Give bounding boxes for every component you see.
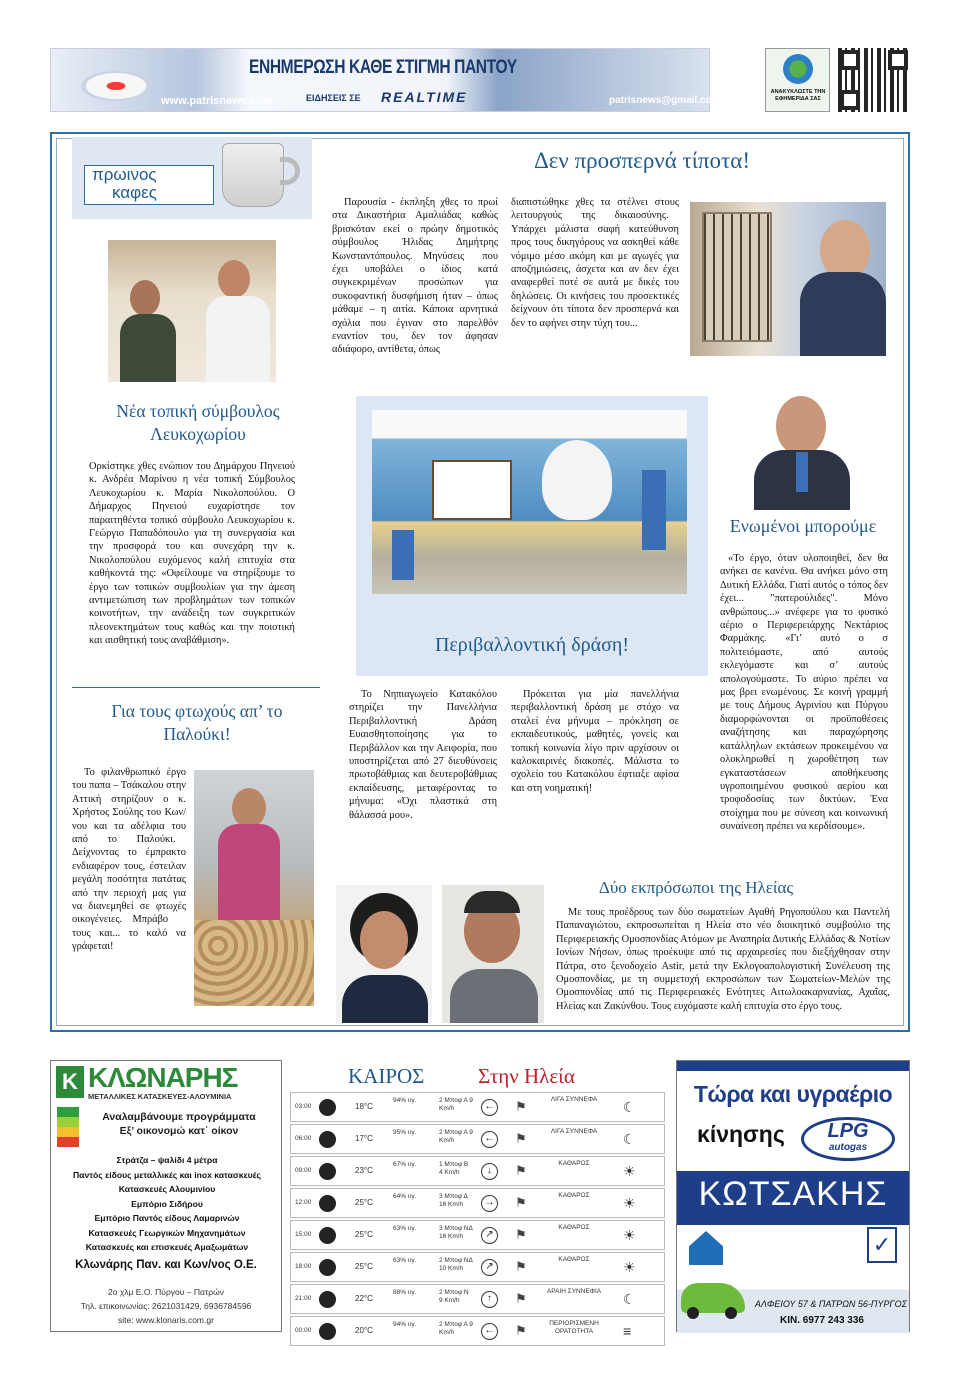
photo-children-mural [372,410,687,594]
clock-icon [319,1131,336,1148]
wind-direction-icon: ← [481,1099,498,1116]
weather-temp: 17°C [355,1134,373,1143]
recycle-logo [765,48,830,112]
weather-time: 03:00 [295,1103,312,1110]
windsock-icon: ⚑ [515,1131,527,1146]
kotsakis-top-bar [677,1061,909,1071]
weather-condition-icon: ☾ [623,1291,636,1307]
eye-graphic [81,71,151,101]
weather-humidity: 94% υγ. [393,1097,417,1104]
photo-rep-woman [336,885,432,1023]
column-logo [72,137,312,219]
weather-humidity: 94% υγ. [393,1321,417,1328]
klonaris-logo-box [54,1064,278,1104]
klonaris-line: Στράτζα – ψαλίδι 4 μέτρα [116,1155,218,1165]
weather-row [290,1284,665,1314]
column-logo-line1: πρωινος [92,165,157,184]
weather-wind: 3 Μποφ Δ 16 Km/h [439,1193,468,1208]
weather-condition: ΚΑΘΑΡΟΣ [558,1192,590,1199]
ad-kotsakis[interactable] [676,1060,910,1332]
poor-body: Το φιλανθρωπικό έργο του παπα – Τσάκαλου στην Αττική στηρίζουν ο κ. Χρήστος Σούλης του Κων/νου και τα αδέλφια του από το Παλούκι. Δείχνοντας το έμπρακτο ενδιαφέρον τους, έστειλαν μεγάλη ποσότητα πατάτας από την περιοχή μας για να διανεμηθεί σε φτωχές οικογένειες. Μπράβο τους και... το καλό να γράφεται! [72,767,186,953]
kotsakis-address: ΑΛΦΕΙΟΥ 57 & ΠΑΤΡΩΝ 56-ΠΥΡΓΟΣ [754,1299,907,1309]
klonaris-services [53,1153,281,1255]
weather-wind: 1 Μποφ Β 4 Km/h [439,1161,469,1176]
weather-row [290,1316,665,1346]
councillor-body: Ορκίστηκε χθες ενώπιον του Δημάρχου Πηνειού κ. Ανδρέα Μαρίνου η νέα τοπική Σύμβουλος Λευκοχωρίου κ. Μαρία Νικολοπούλου. Ο Δήμαρχος Πηνειού ευχαρίστησε τον παραιτηθέντα τοπικό σύμβουλο Λευκοχωρίου κ. Γεώργιο Παπαδόπουλο για τη συνεργασία και την προσφορά του και συνεχάρη την κ. Νικολοπούλου ευχόμενος καλή επιτυχία στα καθήκοντά της: «Οφείλουμε να στηρίξουμε το έργο των τοπικών συμβουλίων για την άμεση αντιμετώπιση των προβλημάτων των τοπικών κοινοτήτων, την ανάδειξη των συγκριτικών πλεονεκτημάτων τους καθώς και την ποιοτική και αισθητική τους αναβάθμιση». [89,461,295,647]
lpg-badge [801,1117,895,1161]
wind-direction-icon: ↗ [481,1259,498,1276]
ad-klonaris[interactable] [50,1060,282,1332]
weather-row [290,1252,665,1282]
windsock-icon: ⚑ [515,1323,527,1338]
banner-headline: ΕΝΗΜΕΡΩΣΗ ΚΑΘΕ ΣΤΙΓΜΗ ΠΑΝΤΟΥ [249,57,517,78]
weather-time: 06:00 [295,1135,312,1142]
weather-time: 12:00 [295,1199,312,1206]
clock-icon [319,1195,336,1212]
weather-wind: 2 Μποφ Α 9 Km/h [439,1129,473,1144]
clock-icon [319,1323,336,1340]
weather-temp: 25°C [355,1230,373,1239]
weather-condition-icon: ☀ [623,1227,636,1243]
klonaris-brand: ΚΛΩΝΑΡΗΣ [88,1062,238,1093]
klonaris-line: Κατασκευές και επισκευές Αμαξωμάτων [85,1242,249,1252]
photo-politician [690,202,886,356]
recycle-icon [783,54,813,84]
klonaris-line: Εμπόριο Σιδήρου [131,1198,203,1209]
wind-direction-icon: ← [481,1323,498,1340]
wind-direction-icon: ↑ [481,1291,498,1308]
weather-temp: 22°C [355,1294,373,1303]
main-article-col1: Παρουσία - έκπληξη χθες το πρωί στα Δικαστήρια Αμαλιάδας καθώς βρισκόταν εκεί ο πρώην δημοτικός σύμβουλος Ήλιδας Δημήτρης Κωνσταντόπουλος. Μηνύσεις που έχει υποβάλει ο ίδιος κατά συγκεκριμένων προσώπων για συκοφαντική δυσφήμιση ήταν – όπως μάθαμε – η αιτία. Κάποια αρνητικά σχόλια που έγιναν στο παρελθόν εναντίον του, δεν τον άφησαν αδιάφορο, αντίθετα, όπως [332,197,498,356]
main-article-col2: διαπιστώθηκε χθες τα στέλνει στους λειτουργούς της δικαιοσύνης. Υπάρχει μάλιστα σαφή κατεύθυνση προς τους δικηγόρους να ασκηθεί κάθε νόμιμο μέσο ακόμη και με αγωγές για αποζημιώσεις, άσχετα και αν δεν έχει αναφερθεί ποτέ σε αυτά με δικές του δηλώσεις. Οι κινήσεις του προσεκτικές δείχνουν ότι τίποτα δεν προσπερνά και δεν το αφήνει στην τύχη του... [511,197,679,329]
photo-priest [194,770,314,1006]
weather-temp: 18°C [355,1102,373,1111]
weather-humidity: 63% υγ. [393,1225,417,1232]
photo-handshake [108,240,276,382]
weather-row [290,1188,665,1218]
weather-row [290,1220,665,1250]
clock-icon [319,1259,336,1276]
banner-email[interactable]: patrisnews@gmail.com [609,95,721,106]
klonaris-company: Κλωνάρης Παν. και Κων/νος Ο.Ε. [75,1259,257,1271]
windsock-icon: ⚑ [515,1259,527,1274]
weather-condition-icon: ≡ [623,1323,632,1339]
weather-temp: 20°C [355,1326,373,1335]
column-logo-line2: καφες [112,183,157,202]
weather-condition-icon: ☾ [623,1099,636,1115]
clock-icon [319,1163,336,1180]
qr-code[interactable] [838,48,910,112]
weather-condition-icon: ☾ [623,1131,636,1147]
weather-temp: 23°C [355,1166,373,1175]
klonaris-slogan2: Εξ’ οικονομώ κατ΄ οίκον [119,1125,239,1137]
recycle-caption: ΑΝΑΚΥΚΛΩΣΤΕ ΤΗΝ ΕΦΗΜΕΡΙΔΑ ΣΑΣ [770,89,826,102]
weather-row [290,1124,665,1154]
weather-condition: ΛΙΓΑ ΣΥΝΝΕΦΑ [550,1096,598,1103]
klonaris-line: Κατασκευές Αλουμινίου [118,1184,216,1194]
united-title: Ενωμένοι μπορούμε [729,516,877,536]
weather-temp: 25°C [355,1262,373,1271]
lpg-sub: autogas [828,1142,868,1153]
weather-humidity: 63% υγ. [393,1257,417,1264]
klonaris-sub: ΜΕΤΑΛΛΙΚΕΣ ΚΑΤΑΣΚΕΥΕΣ-ΑΛΟΥΜΙΝΙΑ [88,1092,232,1101]
banner-sub-right: REALTIME [381,89,468,105]
clock-icon [319,1291,336,1308]
wind-direction-icon: ↗ [481,1227,498,1244]
weather-wind: 2 Μποφ Ν 9 Km/h [439,1289,469,1304]
env-title: Περιβαλλοντική δράση! [434,634,630,656]
weather-row [290,1092,665,1122]
klonaris-line: Κατασκευές Γεωργικών Μηχανημάτων [88,1227,246,1238]
klonaris-k-icon: K [56,1066,84,1098]
weather-humidity: 67% υγ. [393,1161,417,1168]
banner-url[interactable]: www.patrisnews.com [161,95,273,107]
lpg-text: LPG [827,1120,869,1142]
wind-direction-icon: ↓ [481,1163,498,1180]
weather-row [290,1156,665,1186]
env-col2: Πρόκειται για μία πανελλήνια περιβαλλοντική δράση με στόχο να σταλεί ένα μήνυμα – πρόκληση σε εκπαιδευτικούς, μαθητές, γονείς και τοπική κοινωνία λίγο πριν αρχίσουν οι καλοκαιρινές διακοπές. Μάλιστα το σχολείο του Κατακόλου έφτιαξε αφίσα και στη νοηματική! [511,689,679,794]
kotsakis-name: ΚΩΤΣΑΚΗΣ [698,1175,888,1213]
weather-condition-icon: ☀ [623,1163,636,1179]
weather-time: 18:00 [295,1263,312,1270]
klonaris-slogan1: Αναλαμβάνουμε προγράμματα [102,1111,256,1123]
cup-handle-icon [280,157,300,185]
reps-title: Δύο εκπρόσωποι της Ηλείας [598,878,794,897]
weather-title: ΚΑΙΡΟΣ [348,1064,425,1088]
weather-condition: ΛΙΓΑ ΣΥΝΝΕΦΑ [550,1128,598,1135]
weather-region: Στην Ηλεία [478,1064,575,1088]
weather-condition-icon: ☀ [623,1259,636,1275]
windsock-icon: ⚑ [515,1099,527,1114]
klonaris-phone[interactable]: Τηλ. επικοινωνίας: 2621031429, 6936784596 [80,1301,252,1311]
councillor-title: Νέα τοπική σύμβουλος Λευκοχωρίου [116,401,280,444]
coffee-cup-icon [222,143,284,207]
weather-time: 21:00 [295,1295,312,1302]
photo-rep-man [442,885,544,1023]
clock-icon [319,1099,336,1116]
header-banner [50,48,721,112]
weather-wind: 2 Μποφ ΝΔ 10 Km/h [439,1257,473,1272]
weather-condition: ΚΑΘΑΡΟΣ [558,1160,590,1167]
reps-body: Με τους προέδρους των δύο σωματείων Αγαθή Ρηγοπούλου και Παντελή Παπαναγιώτου, εκπροσωπείται η Ηλεία στο νέο διοικητικό συμβούλιο της Περιφερειακής Ομοσπονδίας Ατόμων με Αναπηρία Δυτικής Ελλάδας & Νοτίων Ιονίων Νήσων, όπως προέκυψε από τις αρχαιρεσίες που διεξήχθησαν στην Πάτρα, στο ξενοδοχείο Astir, μετά την Εκλογοαπολογιστική Συνέλευση της Ομοσπονδίας, με τη συμμετοχή εκπροσώπων των Σωματείων-Μελών της Ομοσπονδίας από τις Περιφερειακές Ενότητες Αιτωλοακαρνανίας, Αχαΐας, Ηλείας και Ζακύνθου. Τους ευχόμαστε καλή επιτυχία στο έργο τους. [556,907,890,1012]
weather-condition: ΚΑΘΑΡΟΣ [558,1256,590,1263]
windsock-icon: ⚑ [515,1195,527,1210]
weather-wind: 2 Μποφ Α 9 Km/h [439,1097,473,1112]
weather-condition: ΑΡΑΙΗ ΣΥΝΝΕΦΙΑ [546,1288,602,1295]
weather-condition: ΚΑΘΑΡΟΣ [558,1224,590,1231]
kotsakis-phone[interactable]: ΚΙΝ. 6977 243 336 [780,1315,864,1326]
weather-temp: 25°C [355,1198,373,1207]
weather-humidity: 95% υγ. [393,1129,417,1136]
weather-wind: 2 Μποφ Α 9 Km/h [439,1321,473,1336]
house-drop-icon [689,1231,723,1265]
env-col1: Το Νηπιαγωγείο Κατακόλου στηρίζει την Πανελλήνια Περιβαλλοντική Δράση Ευαισθητοποίησης για το Περιβάλλον και την Αειφορία, που υποστηρίζεται από 27 διευθύνσεις πρωτοβάθμιας και δευτεροβάθμιας εκπαίδευσης, μεταφέροντας το μήνυμα: «Όχι πλαστικά στη θάλασσά μου». [349,689,497,821]
klonaris-line: Παντός είδους μεταλλικές και inox κατασκευές [72,1169,262,1180]
banner-sub-left: ΕΙΔΗΣΕΙΣ ΣΕ [306,93,361,103]
weather-condition: ΠΕΡΙΟΡΙΣΜΕΝΗ ΟΡΑΤΟΤΗΤΑ [549,1320,599,1335]
poor-title: Για τους φτωχούς απ’ το Παλούκι! [111,701,283,744]
quality-check-icon: ✓ [867,1227,897,1263]
klonaris-site[interactable]: site: www.klonaris.com.gr [118,1315,214,1325]
weather-time: 00:00 [295,1327,312,1334]
klonaris-address: 2ο χλμ Ε.Ο. Πύργου – Πατρών [108,1287,224,1297]
divider [72,687,320,688]
weather-wind: 3 Μποφ ΝΔ 16 Km/h [439,1225,473,1240]
klonaris-line: Εμπόριο Παντός είδους Λαμαρινών [94,1213,240,1223]
wind-direction-icon: → [481,1195,498,1212]
wind-direction-icon: ← [481,1131,498,1148]
weather-condition-icon: ☀ [623,1195,636,1211]
weather-time: 09:00 [295,1167,312,1174]
clock-icon [319,1227,336,1244]
windsock-icon: ⚑ [515,1227,527,1242]
photo-farmakis [740,392,864,510]
windsock-icon: ⚑ [515,1291,527,1306]
kotsakis-line1: Τώρα και υγραέριο [693,1081,893,1107]
house-energy-icon [57,1107,79,1147]
weather-humidity: 64% υγ. [393,1193,417,1200]
weather-humidity: 88% υγ. [393,1289,417,1296]
main-article-title: Δεν προσπερνά τίποτα! [533,148,750,173]
united-body: «Το έργο, όταν υλοποιηθεί, δεν θα ανήκει σε κανένα. Θα ανήκει μόνο στη Δυτική Ελλάδα. Γιατί αυτός ο τόπος δεν έχει... "πατερούλιδες". Μόνο ανθρώπους...» ανέφερε για το φυσικό αέριο ο Περιφερειάρχης Νεκτάριος Φαρμάκης. «Γι’ αυτό ο σ πολιτειόμαστε, από αυτούς εκλεγόμαστε και σ’ αυτούς απολογούμαστε. Το αύριο πρέπει να μας βρει ενωμένους. Σε κοινή γραμμή με τους Δήμους Αγρινίου και Πύργου διαμορφώνονται οι προϋποθέσεις αναζήτησης και παραχώρησης κατάλληλων εκτάσεων προκειμένου να ολοκληρωθεί η χωροθέτηση των εγκαταστάσεων αποθήκευσης υγροποιημένου φυσικού αερίου και τροφοδοσίας των δικτύων. Ένα στοίχημα που με σύνεση και κοινωνική συναίνεση πρέπει να κερδίσουμε». [720,553,888,833]
kotsakis-line2: κίνησης [697,1121,785,1147]
windsock-icon: ⚑ [515,1163,527,1178]
weather-time: 15:00 [295,1231,312,1238]
